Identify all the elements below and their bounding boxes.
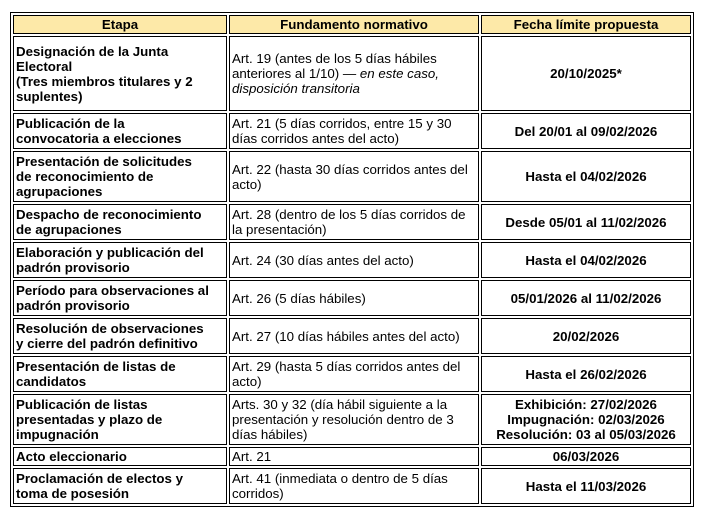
header-row <box>13 15 691 34</box>
stage-cell <box>13 356 227 392</box>
table-row <box>13 113 691 149</box>
stage-line: Período para observaciones al <box>16 283 209 298</box>
legal-basis-text: Art. 19 (antes de los 5 días hábiles anteriores al 1/10) — <box>232 51 437 81</box>
stage-line: de agrupaciones <box>16 222 122 237</box>
legal-basis-cell <box>229 36 479 111</box>
stage-line: Publicación de la <box>16 116 125 131</box>
deadline-line: Impugnación: 02/03/2026 <box>507 412 665 427</box>
header-stage: Etapa <box>13 15 227 34</box>
stage-line: padrón provisorio <box>16 298 130 313</box>
stage-line: Publicación de listas <box>16 397 148 412</box>
stage-line: Despacho de reconocimiento <box>16 207 202 222</box>
stage-line: Elaboración y publicación del <box>16 245 204 260</box>
legal-basis-cell <box>229 468 479 504</box>
stage-line: Presentación de solicitudes <box>16 154 192 169</box>
deadline-line: Del 20/01 al 09/02/2026 <box>514 123 658 139</box>
stage-line: agrupaciones <box>16 184 103 199</box>
header-legal-basis: Fundamento normativo <box>229 15 479 34</box>
stage-cell <box>13 447 227 466</box>
legal-basis-cell <box>229 151 479 202</box>
deadline-line: 20/10/2025* <box>550 66 622 81</box>
legal-basis-text: Art. 26 (5 días hábiles) <box>232 290 366 306</box>
stage-line: (Tres miembros titulares y 2 <box>16 73 193 89</box>
legal-basis-text: Art. 29 (hasta 5 días corridos antes del acto) <box>232 359 461 389</box>
stage-line: Resolución de observaciones <box>16 321 204 336</box>
deadline-line: Hasta el 11/03/2026 <box>525 478 647 494</box>
stage-line: toma de posesión <box>16 486 130 501</box>
stage-line: candidatos <box>16 374 87 389</box>
legal-basis-text: Art. 24 (30 días antes del acto) <box>232 252 414 268</box>
legal-basis-cell <box>229 394 479 445</box>
legal-basis-text: Art. 27 (10 días hábiles antes del acto) <box>232 328 460 344</box>
stage-cell <box>13 318 227 354</box>
deadline-line: Exhibición: 27/02/2026 <box>515 397 657 412</box>
stage-cell <box>13 36 227 111</box>
stage-cell <box>13 242 227 278</box>
stage-line: de reconocimiento de <box>16 169 154 184</box>
deadline-cell <box>481 280 691 316</box>
deadline-cell <box>481 113 691 149</box>
table-row <box>13 36 691 111</box>
stage-line: y cierre del padrón definitivo <box>16 336 198 351</box>
legal-basis-cell <box>229 280 479 316</box>
deadline-cell <box>481 394 691 445</box>
stage-line: presentadas y plazo de <box>16 412 163 427</box>
table-row <box>13 204 691 240</box>
legal-basis-text: Art. 41 (inmediata o dentro de 5 días corridos) <box>232 471 448 501</box>
stage-line: Designación de la Junta <box>16 43 169 59</box>
deadline-cell <box>481 151 691 202</box>
legal-basis-text: Art. 21 (5 días corridos, entre 15 y 30 días corridos antes del acto) <box>232 116 452 146</box>
table-row <box>13 242 691 278</box>
legal-basis-cell <box>229 356 479 392</box>
table-row <box>13 468 691 504</box>
stage-cell <box>13 468 227 504</box>
deadline-line: Hasta el 04/02/2026 <box>525 252 647 268</box>
legal-basis-text: Art. 21 <box>232 449 272 464</box>
legal-basis-cell <box>229 204 479 240</box>
stage-line: padrón provisorio <box>16 260 130 275</box>
table-body <box>13 36 691 504</box>
electoral-schedule-table <box>10 12 694 507</box>
deadline-line: Resolución: 03 al 05/03/2026 <box>496 427 676 442</box>
deadline-line: Hasta el 04/02/2026 <box>525 169 647 184</box>
legal-basis-note: en este caso, disposición transitoria <box>232 66 439 96</box>
legal-basis-cell <box>229 318 479 354</box>
stage-cell <box>13 204 227 240</box>
legal-basis-cell <box>229 447 479 466</box>
legal-basis-text: Art. 22 (hasta 30 días corridos antes del acto) <box>232 161 468 192</box>
deadline-line: 20/02/2026 <box>552 328 620 344</box>
table-row <box>13 151 691 202</box>
deadline-cell <box>481 318 691 354</box>
table-row <box>13 447 691 466</box>
legal-basis-cell <box>229 242 479 278</box>
legal-basis-cell <box>229 113 479 149</box>
stage-line: Presentación de listas de <box>16 359 176 374</box>
stage-line: impugnación <box>16 427 99 442</box>
stage-line: Proclamación de electos y <box>16 471 184 486</box>
stage-line: suplentes) <box>16 88 83 104</box>
stage-cell <box>13 280 227 316</box>
deadline-line: Hasta el 26/02/2026 <box>525 366 647 382</box>
deadline-cell <box>481 242 691 278</box>
table-row <box>13 394 691 445</box>
legal-basis-text: Art. 28 (dentro de los 5 días corridos de la presentación) <box>232 207 466 237</box>
deadline-cell <box>481 204 691 240</box>
deadline-line: Desde 05/01 al 11/02/2026 <box>505 214 667 230</box>
stage-line: convocatoria a elecciones <box>16 131 182 146</box>
stage-cell <box>13 394 227 445</box>
stage-cell <box>13 151 227 202</box>
stage-cell <box>13 113 227 149</box>
deadline-line: 06/03/2026 <box>552 449 620 464</box>
table-row <box>13 280 691 316</box>
deadline-cell <box>481 468 691 504</box>
deadline-cell <box>481 36 691 111</box>
stage-line: Electoral <box>16 58 73 74</box>
deadline-cell <box>481 356 691 392</box>
header-deadline: Fecha límite propuesta <box>481 15 691 34</box>
deadline-line: 05/01/2026 al 11/02/2026 <box>510 290 662 306</box>
table-row <box>13 356 691 392</box>
legal-basis-text: Arts. 30 y 32 (día hábil siguiente a la presentación y resolución dentro de 3 días hábiles) <box>232 397 454 442</box>
deadline-cell <box>481 447 691 466</box>
stage-line: Acto eleccionario <box>16 449 127 464</box>
table-row <box>13 318 691 354</box>
